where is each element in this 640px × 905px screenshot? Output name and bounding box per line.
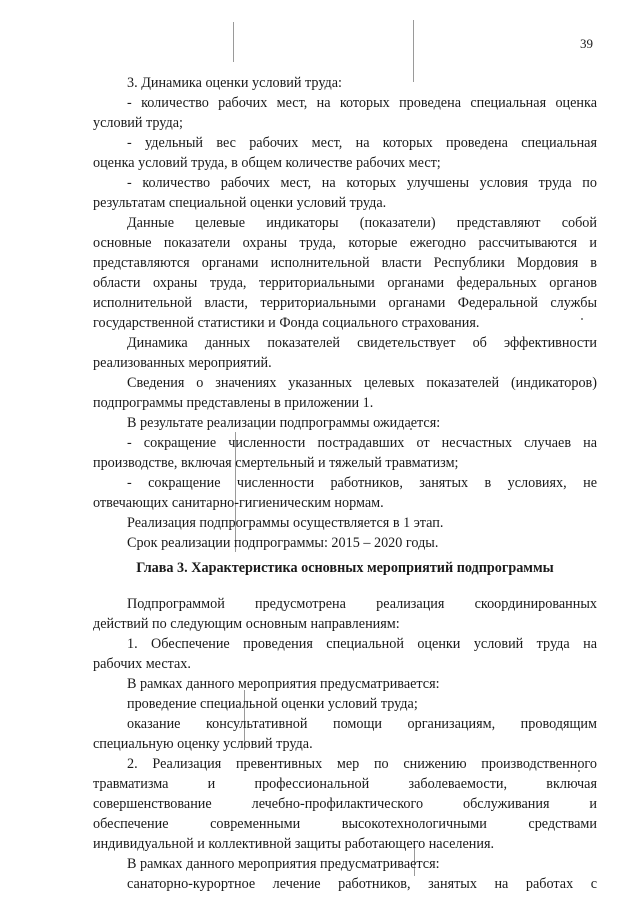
text-line: Реализация подпрограммы осуществляется в 1 этап.: [127, 515, 444, 531]
text-line: области охраны труда, территориальными органами федеральных органов: [93, 275, 597, 291]
text-line: исполнительной власти, территориальными органами Федеральной службы: [93, 295, 597, 311]
text-line: результатам специальной оценки условий труда.: [93, 195, 387, 211]
text-line: 3. Динамика оценки условий труда:: [127, 75, 342, 91]
text-line: действий по следующим основным направлениям:: [93, 616, 400, 632]
text-line: - удельный вес рабочих мест, на которых проведена специальная: [127, 135, 597, 151]
text-line: санаторно-курортное лечение работников, занятых на работах с: [127, 876, 597, 892]
text-line: В рамках данного мероприятия предусматривается:: [127, 676, 440, 692]
text-line: рабочих местах.: [93, 656, 191, 672]
text-line: Сведения о значениях указанных целевых показателей (индикаторов): [127, 375, 597, 391]
text-line: Подпрограммой предусмотрена реализация скоординированных: [127, 596, 597, 612]
text-line: В рамках данного мероприятия предусматривается:: [127, 856, 440, 872]
text-line: оценка условий труда, в общем количестве рабочих мест;: [93, 155, 441, 171]
text-line: основные показатели охраны труда, которые ежегодно рассчитываются и: [93, 235, 597, 251]
text-line: условий труда;: [93, 115, 183, 131]
text-line: совершенствование лечебно-профилактического обслуживания и: [93, 796, 597, 812]
text-line: травматизма и профессиональной заболеваемости, включая: [93, 776, 597, 792]
text-line: подпрограммы представлены в приложении 1.: [93, 395, 374, 411]
text-line: оказание консультативной помощи организациям, проводящим: [127, 716, 597, 732]
text-line: Динамика данных показателей свидетельствует об эффективности: [127, 335, 597, 351]
text-line: представляются органами исполнительной власти Республики Мордовия в: [93, 255, 597, 271]
chapter-heading: Глава 3. Характеристика основных мероприятий подпрограммы: [136, 560, 554, 576]
scan-artifact-line: [233, 22, 234, 62]
text-line: Срок реализации подпрограммы: 2015 – 2020 годы.: [127, 535, 439, 551]
text-line: проведение специальной оценки условий труда;: [127, 696, 418, 712]
page-number: 39: [580, 36, 593, 51]
text-line: государственной статистики и Фонда социального страхования.: [93, 315, 480, 331]
text-line: В результате реализации подпрограммы ожидается:: [127, 415, 441, 431]
text-line: индивидуальной и коллективной защиты работающего населения.: [93, 836, 495, 852]
text-line: 2. Реализация превентивных мер по снижению производственного: [127, 756, 597, 772]
text-line: 1. Обеспечение проведения специальной оценки условий труда на: [127, 636, 597, 652]
text-line: производстве, включая смертельный и тяжелый травматизм;: [93, 455, 459, 471]
text-line: - количество рабочих мест, на которых улучшены условия труда по: [127, 175, 597, 191]
text-line: обеспечение современными высокотехнологичными средствами: [93, 816, 597, 832]
text-line: отвечающих санитарно-гигиеническим нормам.: [93, 495, 384, 511]
text-line: - количество рабочих мест, на которых проведена специальная оценка: [127, 95, 597, 111]
text-line: - сокращение численности работников, занятых в условиях, не: [127, 475, 597, 491]
text-line: - сокращение численности пострадавших от несчастных случаев на: [127, 435, 597, 451]
text-line: Данные целевые индикаторы (показатели) представляют собой: [127, 215, 597, 231]
text-line: реализованных мероприятий.: [93, 355, 272, 371]
text-line: специальную оценку условий труда.: [93, 736, 313, 752]
